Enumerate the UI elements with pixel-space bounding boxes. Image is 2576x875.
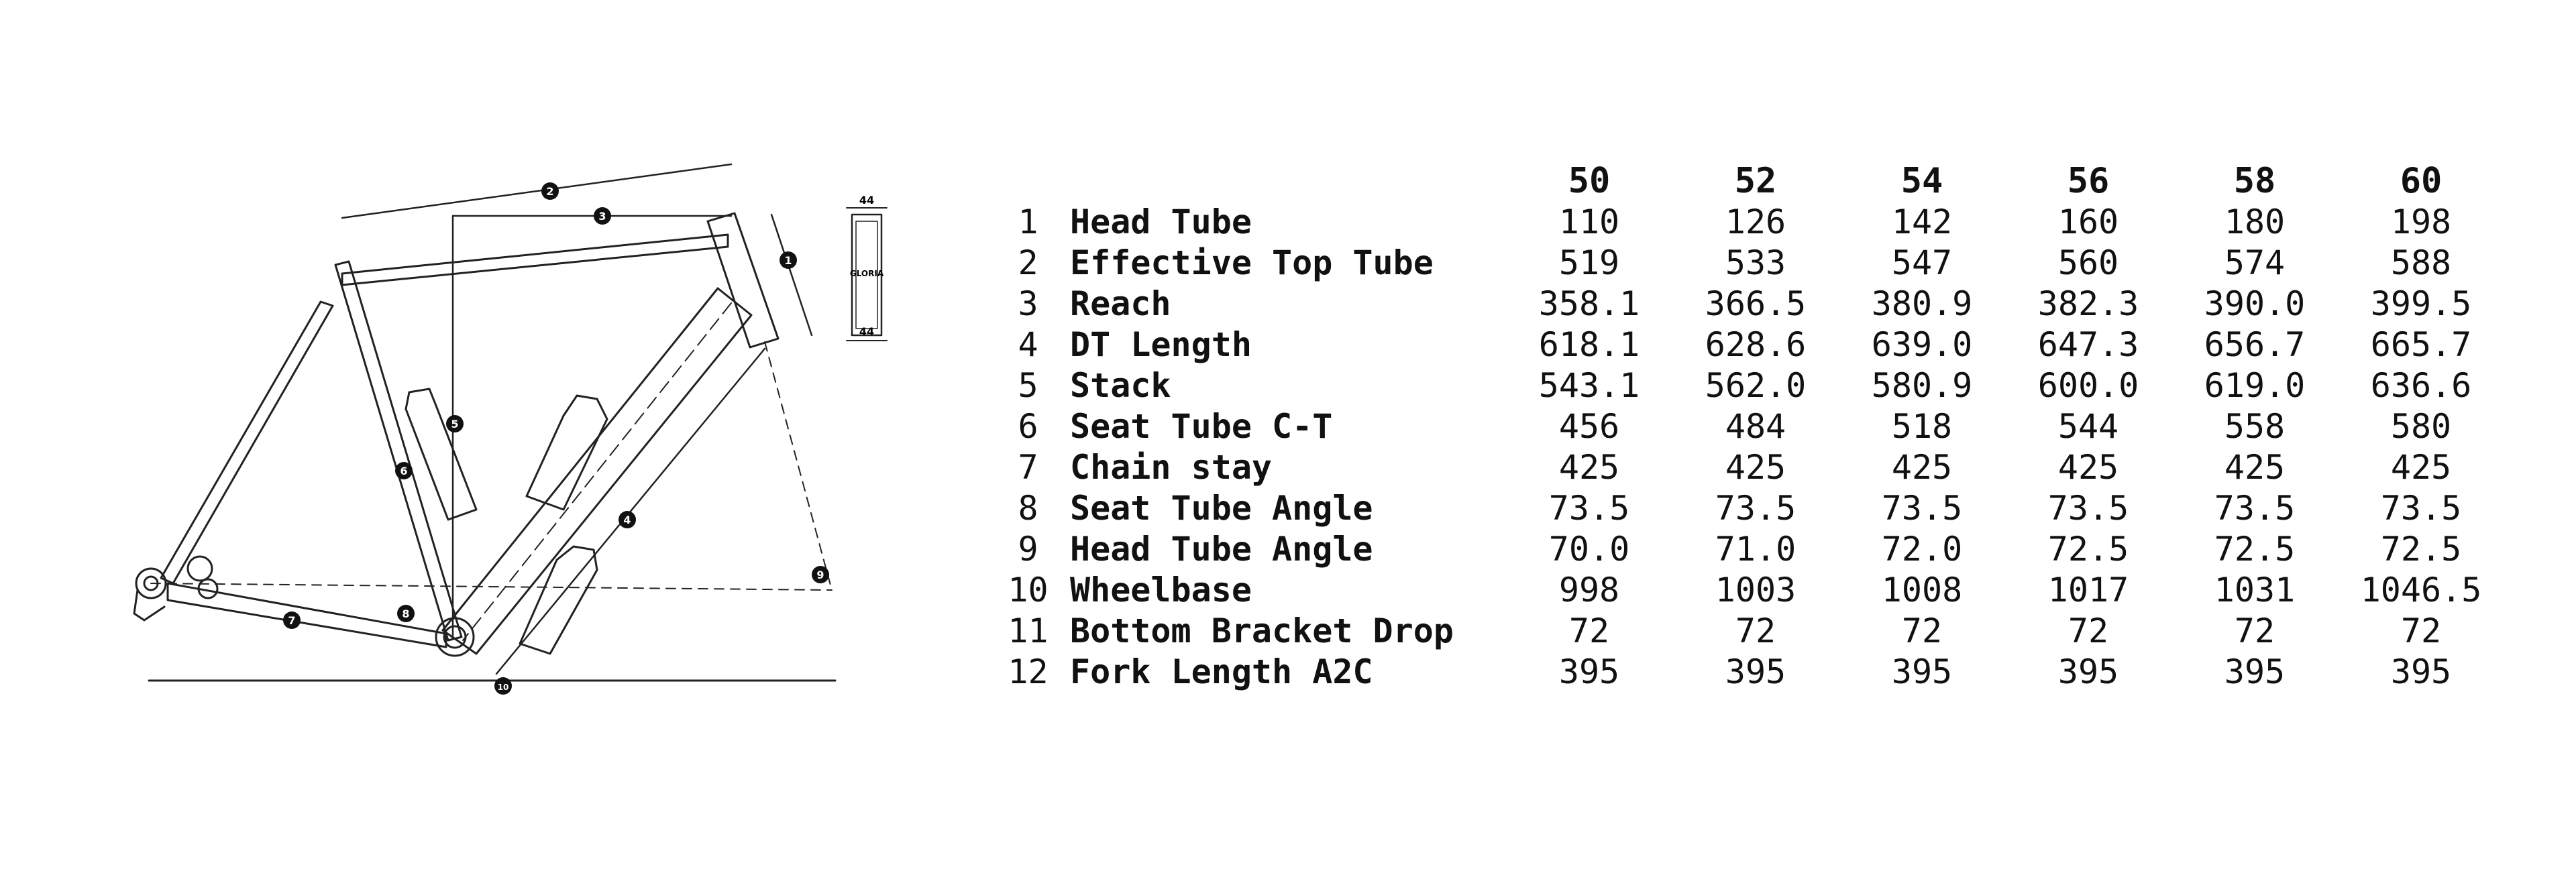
row-value: 1046.5 (2360, 571, 2482, 609)
callout-5 (446, 415, 464, 432)
row-label: Effective Top Tube (1070, 243, 1434, 282)
callout-label: 7 (288, 614, 296, 627)
table-row (993, 202, 2504, 243)
row-value: 72 (1901, 611, 1943, 650)
callout-4 (619, 511, 636, 528)
bottle-down-tube (527, 396, 607, 510)
row-value: 425 (1558, 448, 1620, 487)
size-header-50: 50 (1568, 161, 1611, 201)
headtube-detail-bottom-dim: 44 (859, 325, 875, 338)
row-value: 580 (2390, 407, 2452, 446)
table-row (993, 570, 2504, 611)
row-value: 73.5 (1715, 489, 1796, 528)
row-index: 1 (1018, 202, 1038, 241)
table-row (993, 243, 2504, 284)
row-value: 73.5 (2380, 489, 2462, 528)
table-row (993, 406, 2504, 447)
size-header-54: 54 (1900, 161, 1943, 201)
row-value: 656.7 (2204, 325, 2306, 364)
row-value: 395 (1725, 652, 1786, 691)
row-value: 1003 (1715, 571, 1796, 609)
row-value: 72 (2400, 611, 2442, 650)
row-index: 12 (1008, 652, 1049, 691)
seat-tube (335, 261, 462, 640)
callout-markers (283, 182, 829, 695)
size-header-52: 52 (1734, 161, 1777, 201)
row-index: 11 (1008, 611, 1049, 650)
row-value: 126 (1725, 202, 1786, 241)
row-label: Reach (1070, 284, 1171, 323)
table-row (993, 325, 2504, 365)
row-value: 647.3 (2037, 325, 2139, 364)
callout-10 (494, 677, 512, 695)
row-value: 543.1 (1538, 366, 1640, 405)
callout-label: 6 (400, 465, 408, 477)
headtube-detail-brand: GLORIA (849, 269, 884, 278)
row-value: 110 (1558, 202, 1620, 241)
row-value: 425 (1891, 448, 1953, 487)
headtube-detail-top-dim: 44 (859, 194, 875, 207)
row-value: 574 (2224, 243, 2286, 282)
row-index: 10 (1008, 571, 1049, 609)
row-value: 72 (1568, 611, 1610, 650)
table-row (993, 611, 2504, 652)
row-value: 395 (2057, 652, 2119, 691)
callout-9 (812, 566, 829, 583)
row-value: 619.0 (2204, 366, 2306, 405)
callout-3 (594, 207, 611, 225)
callout-label: 4 (623, 514, 631, 526)
row-value: 72.0 (1881, 530, 1963, 569)
row-index: 8 (1018, 489, 1038, 528)
callout-7 (283, 611, 301, 629)
callout-6 (395, 462, 413, 479)
callout-8 (397, 605, 415, 622)
row-value: 600.0 (2037, 366, 2139, 405)
row-value: 380.9 (1871, 284, 1973, 323)
row-value: 580.9 (1871, 366, 1973, 405)
row-value: 665.7 (2370, 325, 2472, 364)
row-label: Bottom Bracket Drop (1070, 611, 1454, 650)
row-value: 72.5 (2380, 530, 2462, 569)
row-label: Chain stay (1070, 448, 1273, 487)
row-index: 2 (1018, 243, 1038, 282)
row-value: 1017 (2047, 571, 2129, 609)
row-value: 558 (2224, 407, 2286, 446)
table-row (993, 529, 2504, 570)
row-value: 456 (1558, 407, 1620, 446)
frame-geometry-diagram (0, 0, 953, 875)
row-value: 544 (2057, 407, 2119, 446)
callout-label: 9 (816, 569, 824, 581)
dim-line-2 (342, 164, 731, 218)
table-row (993, 284, 2504, 325)
row-value: 72.5 (2214, 530, 2296, 569)
row-value: 519 (1558, 243, 1620, 282)
row-value: 395 (1558, 652, 1620, 691)
header-spacer (1063, 161, 1506, 202)
dim-line-1 (771, 215, 812, 335)
callout-label: 2 (546, 185, 554, 198)
row-value: 70.0 (1548, 530, 1630, 569)
size-header-58: 58 (2233, 161, 2276, 201)
row-value: 484 (1725, 407, 1786, 446)
row-value: 160 (2057, 202, 2119, 241)
row-value: 425 (2224, 448, 2286, 487)
row-value: 382.3 (2037, 284, 2139, 323)
size-header-row (993, 161, 2504, 202)
row-label: DT Length (1070, 325, 1252, 364)
bottle-under-down-tube (520, 546, 597, 654)
row-index: 5 (1018, 366, 1038, 405)
geometry-table (993, 161, 2504, 693)
row-label: Wheelbase (1070, 571, 1252, 609)
row-value: 547 (1891, 243, 1953, 282)
row-value: 425 (2057, 448, 2119, 487)
row-label: Stack (1070, 366, 1171, 405)
row-index: 3 (1018, 284, 1038, 323)
row-value: 72 (2234, 611, 2275, 650)
table-row (993, 365, 2504, 406)
row-value: 73.5 (2047, 489, 2129, 528)
row-label: Head Tube (1070, 202, 1252, 241)
callout-label: 8 (402, 607, 410, 620)
row-value: 425 (2390, 448, 2452, 487)
callout-2 (541, 182, 559, 200)
row-value: 560 (2057, 243, 2119, 282)
bottom-bracket (436, 618, 474, 656)
row-value: 639.0 (1871, 325, 1973, 364)
size-header-56: 56 (2067, 161, 2110, 201)
row-value: 518 (1891, 407, 1953, 446)
row-index: 4 (1018, 325, 1038, 364)
top-tube (342, 235, 728, 285)
row-value: 358.1 (1538, 284, 1640, 323)
row-value: 72 (1735, 611, 1776, 650)
row-value: 180 (2224, 202, 2286, 241)
row-value: 198 (2390, 202, 2452, 241)
row-label: Fork Length A2C (1070, 652, 1373, 691)
table-row (993, 488, 2504, 529)
row-value: 562.0 (1705, 366, 1807, 405)
row-value: 395 (1891, 652, 1953, 691)
table-row (993, 447, 2504, 488)
seat-stay (161, 302, 333, 583)
row-value: 399.5 (2370, 284, 2472, 323)
row-value: 998 (1558, 571, 1620, 609)
callout-label: 10 (497, 683, 509, 692)
row-index: 7 (1018, 448, 1038, 487)
row-value: 533 (1725, 243, 1786, 282)
row-index: 6 (1018, 407, 1038, 446)
head-tube (708, 213, 778, 347)
row-label: Head Tube Angle (1070, 530, 1373, 569)
row-value: 395 (2390, 652, 2452, 691)
row-value: 618.1 (1538, 325, 1640, 364)
callout-label: 3 (598, 210, 606, 223)
row-value: 395 (2224, 652, 2286, 691)
row-value: 425 (1725, 448, 1786, 487)
row-value: 73.5 (2214, 489, 2296, 528)
row-value: 73.5 (1548, 489, 1630, 528)
row-label: Seat Tube Angle (1070, 489, 1373, 528)
row-value: 142 (1891, 202, 1953, 241)
row-value: 628.6 (1705, 325, 1807, 364)
row-value: 636.6 (2370, 366, 2472, 405)
callout-label: 5 (451, 418, 459, 430)
row-value: 1031 (2214, 571, 2296, 609)
row-label: Seat Tube C-T (1070, 407, 1333, 446)
row-value: 366.5 (1705, 284, 1807, 323)
callout-1 (780, 251, 797, 269)
row-value: 390.0 (2204, 284, 2306, 323)
row-value: 72.5 (2047, 530, 2129, 569)
bottle-seat-tube (406, 389, 476, 520)
header-spacer (993, 161, 1063, 202)
row-index: 9 (1018, 530, 1038, 569)
row-value: 588 (2390, 243, 2452, 282)
row-value: 71.0 (1715, 530, 1796, 569)
size-header-60: 60 (2400, 161, 2443, 201)
table-row (993, 652, 2504, 693)
row-value: 1008 (1881, 571, 1963, 609)
callout-label: 1 (784, 254, 792, 267)
row-value: 73.5 (1881, 489, 1963, 528)
row-value: 72 (2068, 611, 2109, 650)
